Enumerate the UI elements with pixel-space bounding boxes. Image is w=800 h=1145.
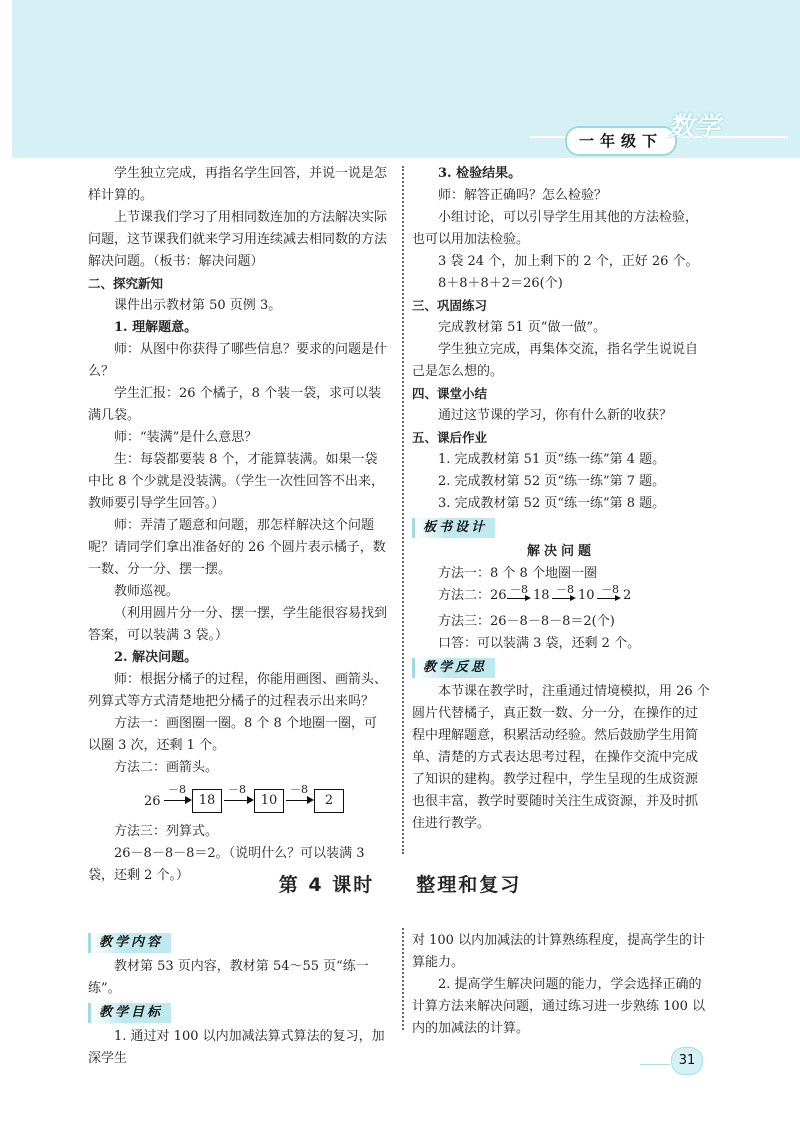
content-text: 教材第 53 页内容，教材第 54～55 页“练一练”。	[88, 959, 369, 996]
board-method-1: 方法一：8 个 8 个地圈一圈	[438, 566, 597, 581]
paragraph: 方法三：列算式。	[114, 824, 219, 839]
paragraph: 26－8－8－8＝2。（说明什么？可以装满 3 袋，还剩 2 个。）	[88, 846, 365, 883]
diagram-box: 2	[314, 789, 344, 813]
board-answer: 口答：可以装满 3 袋，还剩 2 个。	[438, 636, 641, 651]
paragraph: 方法二：画箭头。	[114, 760, 219, 775]
paragraph: 师：“装满”是什么意思？	[114, 430, 258, 445]
paragraph: （利用圆片分一分、摆一摆，学生能很容易找到答案，可以装满 3 袋。）	[88, 606, 388, 643]
paragraph: 3. 完成教材第 52 页“练一练”第 8 题。	[438, 496, 666, 511]
step-heading: 3. 检验结果。	[438, 166, 522, 181]
board-arrow	[552, 598, 574, 599]
goals-tag: 教学目标	[88, 1003, 171, 1023]
subject-logo: 数学	[668, 112, 721, 142]
goal-1-end: 对 100 以内加减法的计算熟练程度，提高学生的计算能力。	[412, 933, 706, 970]
paragraph: 通过这节课的学习，你有什么新的收获？	[438, 408, 673, 423]
board-title: 解决问题	[526, 544, 595, 559]
board-method-2-label: 方法二：26	[438, 588, 507, 603]
right-column	[412, 163, 710, 835]
page-number: 31	[671, 1047, 703, 1075]
step-heading: 1. 理解题意。	[114, 320, 198, 335]
left-column	[88, 163, 388, 887]
paragraph: 2. 完成教材第 52 页“练一练”第 7 题。	[438, 474, 666, 489]
reflection-text: 本节课在教学时，注重通过情境模拟，用 26 个圆片代替橘子，真正数一数、分一分，在操作的过程中理解题意，积累活动经验。然后鼓励学生用简单、清楚的方式表达思考过程，在操作交流中完成了知识的建构。教学过程中，学生呈现的生成资源也很丰富，教学时要随时关注生成资源，并及时抓住进行教学。	[412, 684, 710, 831]
paragraph: 3 袋 24 个，加上剩下的 2 个，正好 26 个。	[438, 254, 699, 269]
board-value: 18	[533, 588, 550, 603]
diagram-start: 26	[144, 794, 161, 809]
reflection-tag: 教学反思	[412, 658, 495, 678]
paragraph: 1. 完成教材第 51 页“练一练”第 4 题。	[438, 452, 666, 467]
goal-2: 2. 提高学生解决问题的能力，学会选择正确的计算方法来解决问题，通过练习进一步熟练 100 以内的加减法的计算。	[412, 977, 706, 1036]
lesson-number: 第 4 课时	[278, 874, 375, 896]
paragraph: 师：从图中你获得了哪些信息？要求的问题是什么？	[88, 342, 388, 379]
diagram-arrow	[286, 800, 312, 801]
paragraph: 学生独立完成，再指名学生回答，并说一说是怎样计算的。	[88, 166, 388, 203]
section-heading: 三、巩固练习	[412, 298, 488, 313]
board-op: －8	[556, 583, 574, 596]
board-method-2	[412, 585, 710, 611]
paragraph: 8＋8＋8＋2＝26(个)	[438, 276, 563, 291]
column-divider	[402, 166, 404, 854]
lesson-name: 整理和复习	[416, 874, 522, 896]
goal-1-start: 1. 通过对 100 以内加减法算式算法的复习，加深学生	[88, 1029, 385, 1066]
bottom-left-column	[88, 930, 388, 1070]
paragraph: 学生独立完成，再集体交流，指名学生说说自己是怎么想的。	[412, 342, 699, 379]
paragraph: 教师巡视。	[114, 584, 180, 599]
paragraph: 上节课我们学习了用相同数连加的方法解决实际问题，这节课我们就来学习用连续减去相同数的方法解决问题。（板书：解决问题）	[88, 210, 388, 269]
paragraph: 方法一：画图圈一圈。8 个 8 个地圈一圈，可以圈 3 次，还剩 1 个。	[88, 716, 377, 753]
diagram-box: 10	[254, 789, 284, 813]
lesson-title	[0, 874, 800, 896]
board-method-3: 方法三：26－8－8－8＝2(个)	[438, 614, 615, 629]
section-heading: 五、课后作业	[412, 430, 488, 445]
paragraph: 学生汇报：26 个橘子，8 个装一袋，求可以装满几袋。	[88, 386, 382, 423]
diagram-arrow	[164, 800, 190, 801]
paragraph: 师：根据分橘子的过程，你能用画图、画箭头、列算式等方式清楚地把分橘子的过程表示出来吗？	[88, 672, 388, 709]
board-value: 2	[623, 588, 632, 603]
paragraph: 完成教材第 51 页“做一做”。	[438, 320, 607, 335]
paragraph: 师：弄清了题意和问题，那怎样解决这个问题呢？请同学们拿出准备好的 26 个圆片表示橘子，数一数、分一分、摆一摆。	[88, 518, 386, 577]
board-arrow	[597, 598, 619, 599]
paragraph: 生：每袋都要装 8 个，才能算装满。如果一袋中比 8 个少就是没装满。（学生一次性回答不出来，教师要引导学生回答。）	[88, 452, 385, 511]
paragraph: 小组讨论，可以引导学生用其他的方法检验，也可以用加法检验。	[412, 210, 699, 247]
column-divider	[402, 928, 404, 1030]
board-op: －8	[510, 583, 528, 596]
board-op: －8	[601, 583, 619, 596]
diagram-arrow	[224, 800, 252, 801]
diagram-op: －8	[290, 783, 308, 796]
grade-badge: 一年级下	[565, 126, 677, 156]
diagram-op: －8	[228, 783, 246, 796]
content-tag: 教学内容	[88, 933, 171, 953]
step-heading: 2. 解决问题。	[114, 650, 198, 665]
section-heading: 四、课堂小结	[412, 386, 488, 401]
paragraph: 课件出示教材第 50 页例 3。	[114, 298, 282, 313]
page-number-rule	[640, 1064, 670, 1065]
arrow-diagram	[88, 783, 388, 817]
board-arrow	[507, 598, 529, 599]
board-design-tag: 板书设计	[412, 518, 495, 538]
diagram-op: －8	[168, 783, 186, 796]
bottom-right-column	[412, 930, 710, 1040]
section-heading: 二、探究新知	[88, 276, 164, 291]
paragraph: 师：解答正确吗？怎么检验？	[438, 188, 608, 203]
diagram-box: 18	[192, 789, 222, 813]
board-value: 10	[578, 588, 595, 603]
